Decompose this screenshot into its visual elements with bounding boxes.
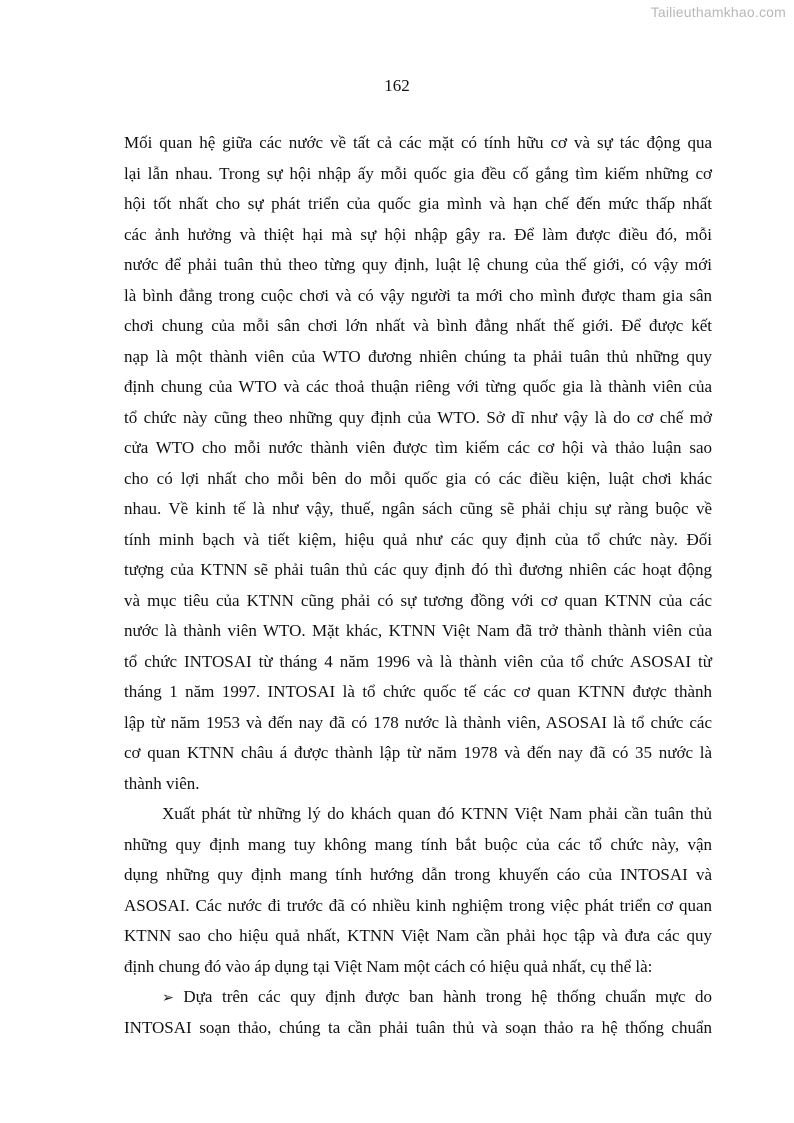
- document-body: [124, 128, 712, 1043]
- text-line: nhau. Về kinh tế là như vậy, thuế, ngân sách cũng sẽ phải chịu sự ràng buộc về: [124, 499, 712, 518]
- text-line: lại lẫn nhau. Trong sự hội nhập ấy mỗi quốc gia đều cố gắng tìm kiếm những cơ: [124, 163, 712, 183]
- watermark: Tailieuthamkhao.com: [650, 4, 786, 20]
- text-line: cửa WTO cho mỗi nước thành viên được tìm kiếm các cơ hội và thảo luận sao: [124, 438, 712, 457]
- text-line: chơi chung của mỗi sân chơi lớn nhất và bình đẳng nhất thế giới. Để được kết: [124, 316, 712, 335]
- text-line: nước để phải tuân thủ theo từng quy định, luật lệ chung của thế giới, có vậy mới: [124, 255, 712, 274]
- text-line: những quy định mang tuy không mang tính bắt buộc của các tổ chức này, vận: [124, 834, 712, 854]
- text-line: tổ chức INTOSAI từ tháng 4 năm 1996 và là thành viên của tổ chức ASOSAI từ: [124, 651, 712, 671]
- text-line: Xuất phát từ những lý do khách quan đó KTNN Việt Nam phải cần tuân thủ: [162, 804, 712, 823]
- bullet-text: Dựa trên các quy định được ban hành trong hệ thống chuẩn mực do: [183, 987, 712, 1006]
- bullet-paragraph: [124, 982, 712, 1043]
- page-number: 162: [384, 76, 410, 95]
- text-line: định chung đó vào áp dụng tại Việt Nam một cách có hiệu quả nhất, cụ thể là:: [124, 956, 653, 976]
- text-line: ASOSAI. Các nước đi trước đã có nhiều kinh nghiệm trong việc phát triển cơ quan: [124, 895, 712, 915]
- text-line: lập từ năm 1953 và đến nay đã có 178 nước là thành viên, ASOSAI là tổ chức các: [124, 712, 712, 732]
- text-line: cho có lợi nhất cho mỗi bên do mỗi quốc gia có các điều kiện, luật chơi khác: [124, 468, 712, 488]
- arrow-bullet-icon: ➢: [162, 991, 174, 1006]
- text-line: là bình đẳng trong cuộc chơi và có vậy người ta mới cho mình được tham gia sân: [124, 285, 712, 305]
- paragraph-2: [124, 799, 712, 982]
- text-line: KTNN sao cho hiệu quả nhất, KTNN Việt Nam cần phải học tập và đưa các quy: [124, 926, 712, 945]
- text-line: hội tốt nhất cho sự phát triển của quốc gia mình và hạn chế đến mức thấp nhất: [124, 194, 712, 213]
- text-line: INTOSAI soạn thảo, chúng ta cần phải tuân thủ và soạn thảo ra hệ thống chuẩn: [124, 1017, 712, 1037]
- text-line: nước là thành viên WTO. Mặt khác, KTNN Việt Nam đã trở thành thành viên của: [124, 621, 712, 640]
- paragraph-1: [124, 128, 712, 799]
- text-line: thành viên.: [124, 773, 200, 793]
- text-line: tính minh bạch và tiết kiệm, hiệu quả như các quy định của tổ chức này. Đối: [124, 529, 712, 549]
- text-line: Mối quan hệ giữa các nước về tất cả các mặt có tính hữu cơ và sự tác động qua: [124, 133, 712, 152]
- text-line: tháng 1 năm 1997. INTOSAI là tổ chức quốc tế các cơ quan KTNN được thành: [124, 682, 712, 701]
- text-line: tượng của KTNN sẽ phải tuân thủ các quy định đó thì đương nhiên các hoạt động: [124, 560, 712, 579]
- bullet-line: [124, 982, 712, 1013]
- text-line: định chung của WTO và các thoả thuận riêng với từng quốc gia là thành viên của: [124, 377, 712, 396]
- text-line: nạp là một thành viên của WTO đương nhiên chúng ta phải tuân thủ những quy: [124, 346, 712, 366]
- text-line: các ảnh hưởng và thiệt hại mà sự hội nhập gây ra. Để làm được điều đó, mỗi: [124, 224, 712, 244]
- text-line: tổ chức này cũng theo những quy định của WTO. Sở dĩ như vậy là do cơ chế mở: [124, 407, 712, 427]
- text-line: và mục tiêu của KTNN cũng phải có sự tương đồng với cơ quan KTNN của các: [124, 590, 712, 610]
- text-line: cơ quan KTNN châu á được thành lập từ năm 1978 và đến nay đã có 35 nước là: [124, 743, 712, 762]
- text-line: dụng những quy định mang tính hướng dẫn trong khuyến cáo của INTOSAI và: [124, 865, 712, 884]
